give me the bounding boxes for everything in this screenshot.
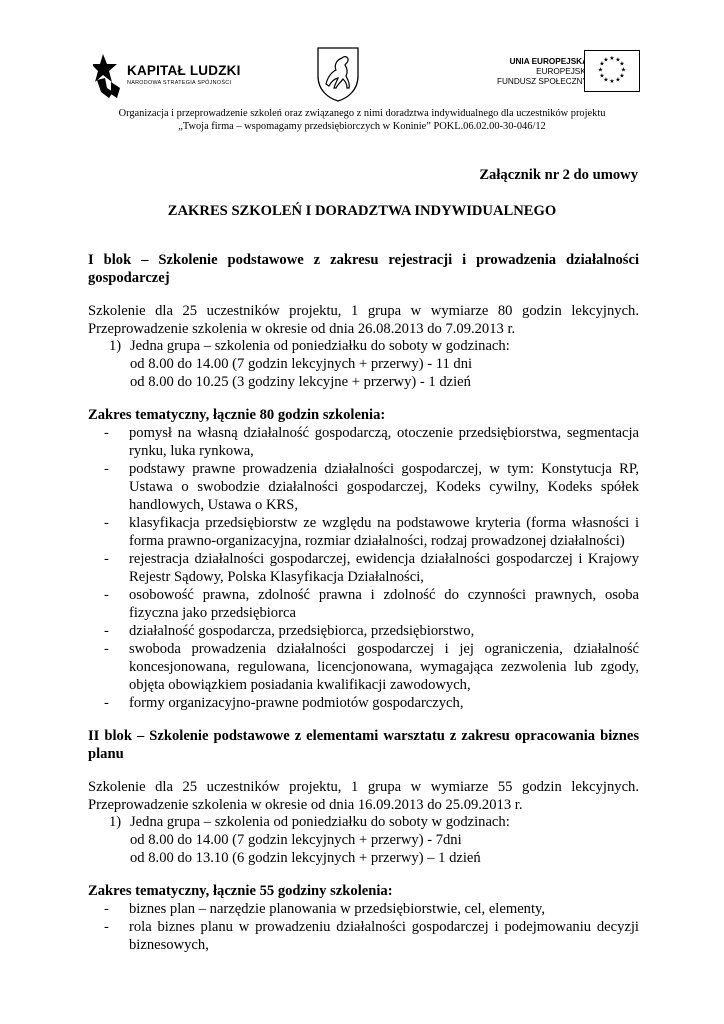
svg-text:★: ★ — [599, 72, 605, 80]
header-line-1: Organizacja i przeprowadzenie szkoleń oraz związanego z nimi doradztwa indywidualnego dla uczestników projektu — [118, 108, 606, 119]
header-line-2: „Twoja firma – wspomagamy przedsiębiorczych w Koninie” POKL.06.02.00-30-046/12 — [178, 121, 546, 132]
eu-logo-line2: EUROPEJSKI — [536, 67, 588, 76]
bullet-dash: - — [104, 695, 109, 711]
block1-list-line1: Jedna grupa – szkolenia od poniedziałku do soboty w godzinach: — [130, 338, 510, 354]
block1-intro-line1: Szkolenie dla 25 uczestników projektu, 1 grupa w wymiarze 80 godzin lekcyjnych. — [88, 303, 639, 319]
svg-text:★: ★ — [615, 56, 621, 64]
page-title: ZAKRES SZKOLEŃ I DORADZTWA INDYWIDUALNEGO — [167, 203, 557, 219]
bullet-dash: - — [104, 461, 109, 477]
list-item: swoboda prowadzenia działalności gospodarczej i jej ograniczenia, działalność — [129, 641, 639, 657]
block1-list-line3: od 8.00 do 10.25 (3 godziny lekcyjne + przerwy) - 1 dzień — [130, 374, 471, 390]
block1-heading-line2: gospodarczej — [88, 270, 170, 286]
bullet-dash: - — [104, 901, 109, 917]
bullet-dash: - — [104, 919, 109, 935]
svg-text:★: ★ — [619, 72, 625, 80]
list-item: rola biznes planu w prowadzeniu działalności gospodarczej i podejmowaniu decyzji — [129, 919, 639, 935]
list-item: działalność gospodarcza, przedsiębiorca, przedsiębiorstwo, — [129, 623, 475, 639]
svg-text:★: ★ — [609, 78, 615, 85]
svg-text:★: ★ — [603, 56, 609, 64]
eu-flag-icon — [584, 50, 640, 92]
svg-text:★: ★ — [620, 66, 627, 74]
bullet-dash: - — [104, 623, 109, 639]
block2-list-line1: Jedna grupa – szkolenia od poniedziałku do soboty w godzinach: — [130, 814, 510, 830]
kapital-ludzki-logo-subtitle: NARODOWA STRATEGIA SPÓJNOŚCI — [127, 80, 232, 86]
list-item: biznes plan – narzędzie planowania w przedsiębiorstwie, cel, elementy, — [129, 901, 546, 917]
block2-list-number: 1) — [109, 814, 122, 830]
list-item: osobowość prawna, zdolność prawna i zdolność do czynności prawnych, osoba — [129, 587, 639, 603]
block1-list-number: 1) — [109, 338, 122, 354]
list-item: Rejestr Sądowy, Polska Klasyfikacja Działalności, — [129, 569, 424, 585]
list-item: formy organizacyjno-prawne podmiotów gospodarczych, — [129, 695, 464, 711]
list-item: podstawy prawne prowadzenia działalności gospodarczej, w tym: Konstytucja RP, — [129, 461, 639, 477]
block2-heading-line2: planu — [88, 746, 124, 762]
block1-heading-line1: I blok – Szkolenie podstawowe z zakresu rejestracji i prowadzenia działalności — [88, 252, 639, 268]
list-item: objęta obowiązkiem posiadania kwalifikacji zawodowych, — [129, 677, 471, 693]
block1-list-line2: od 8.00 do 14.00 (7 godzin lekcyjnych + przerwy) - 11 dni — [130, 356, 473, 372]
bullet-dash: - — [104, 515, 109, 531]
block2-intro-line1: Szkolenie dla 25 uczestników projektu, 1 grupa w wymiarze 55 godzin lekcyjnych. — [88, 779, 639, 795]
list-item: Ustawa o swobodzie działalności gospodarczej, Kodeks cywilny, Kodeks spółek — [129, 479, 639, 495]
list-item: handlowych, Ustawa o KRS, — [129, 497, 299, 513]
block2-intro-line2: Przeprowadzenie szkolenia w okresie od dnia 16.09.2013 do 25.09.2013 r. — [88, 797, 523, 813]
svg-text:★: ★ — [597, 66, 604, 74]
list-item: klasyfikacja przedsiębiorstw ze względu na podstawowe kryteria (forma własności i — [129, 515, 639, 531]
svg-text:★: ★ — [615, 76, 621, 84]
svg-text:★: ★ — [619, 60, 625, 68]
list-item: forma prawno-organizacyjna, rozmiar działalności, rodzaj prowadzonej działalności) — [129, 533, 625, 549]
block2-scope-heading: Zakres tematyczny, łącznie 55 godziny szkolenia: — [88, 883, 393, 899]
list-item: pomysł na własną działalność gospodarczą, otoczenie przedsiębiorstwa, segmentacja — [129, 425, 639, 441]
block1-intro-line2: Przeprowadzenie szkolenia w okresie od dnia 26.08.2013 do 7.09.2013 r. — [88, 321, 516, 337]
kapital-ludzki-logo-title: KAPITAŁ LUDZKI — [127, 63, 241, 78]
block2-heading-line1: II blok – Szkolenie podstawowe z elementami warsztatu z zakresu opracowania biznes — [88, 728, 639, 744]
horse-crest-icon — [314, 46, 362, 102]
kapital-ludzki-star-icon — [93, 52, 123, 100]
eu-logo-line3: FUNDUSZ SPOŁECZNY — [497, 77, 588, 86]
svg-text:★: ★ — [599, 60, 605, 68]
list-item: fizyczna jako przedsiębiorca — [129, 605, 296, 621]
bullet-dash: - — [104, 425, 109, 441]
list-item: biznesowych, — [129, 937, 209, 953]
block2-list-line2: od 8.00 do 14.00 (7 godzin lekcyjnych + przerwy) - 7dni — [130, 832, 462, 848]
bullet-dash: - — [104, 641, 109, 657]
block1-scope-heading: Zakres tematyczny, łącznie 80 godzin szkolenia: — [88, 407, 386, 423]
block2-list-line3: od 8.00 do 13.10 (6 godzin lekcyjnych + przerwy) – 1 dzień — [130, 850, 481, 866]
list-item: koncesjonowana, regulowana, licencjonowana, wymagająca zezwolenia lub zgody, — [129, 659, 639, 675]
attachment-label: Załącznik nr 2 do umowy — [479, 167, 638, 183]
eu-logo-text — [497, 57, 588, 87]
bullet-dash: - — [104, 587, 109, 603]
svg-text:★: ★ — [609, 55, 615, 62]
bullet-dash: - — [104, 551, 109, 567]
list-item: rejestracja działalności gospodarczej, ewidencja działalności gospodarczej i Krajowy — [129, 551, 639, 567]
svg-text:★: ★ — [603, 76, 609, 84]
eu-logo-line1: UNIA EUROPEJSKA — [509, 57, 588, 66]
list-item: rynku, luka rynkowa, — [129, 443, 254, 459]
